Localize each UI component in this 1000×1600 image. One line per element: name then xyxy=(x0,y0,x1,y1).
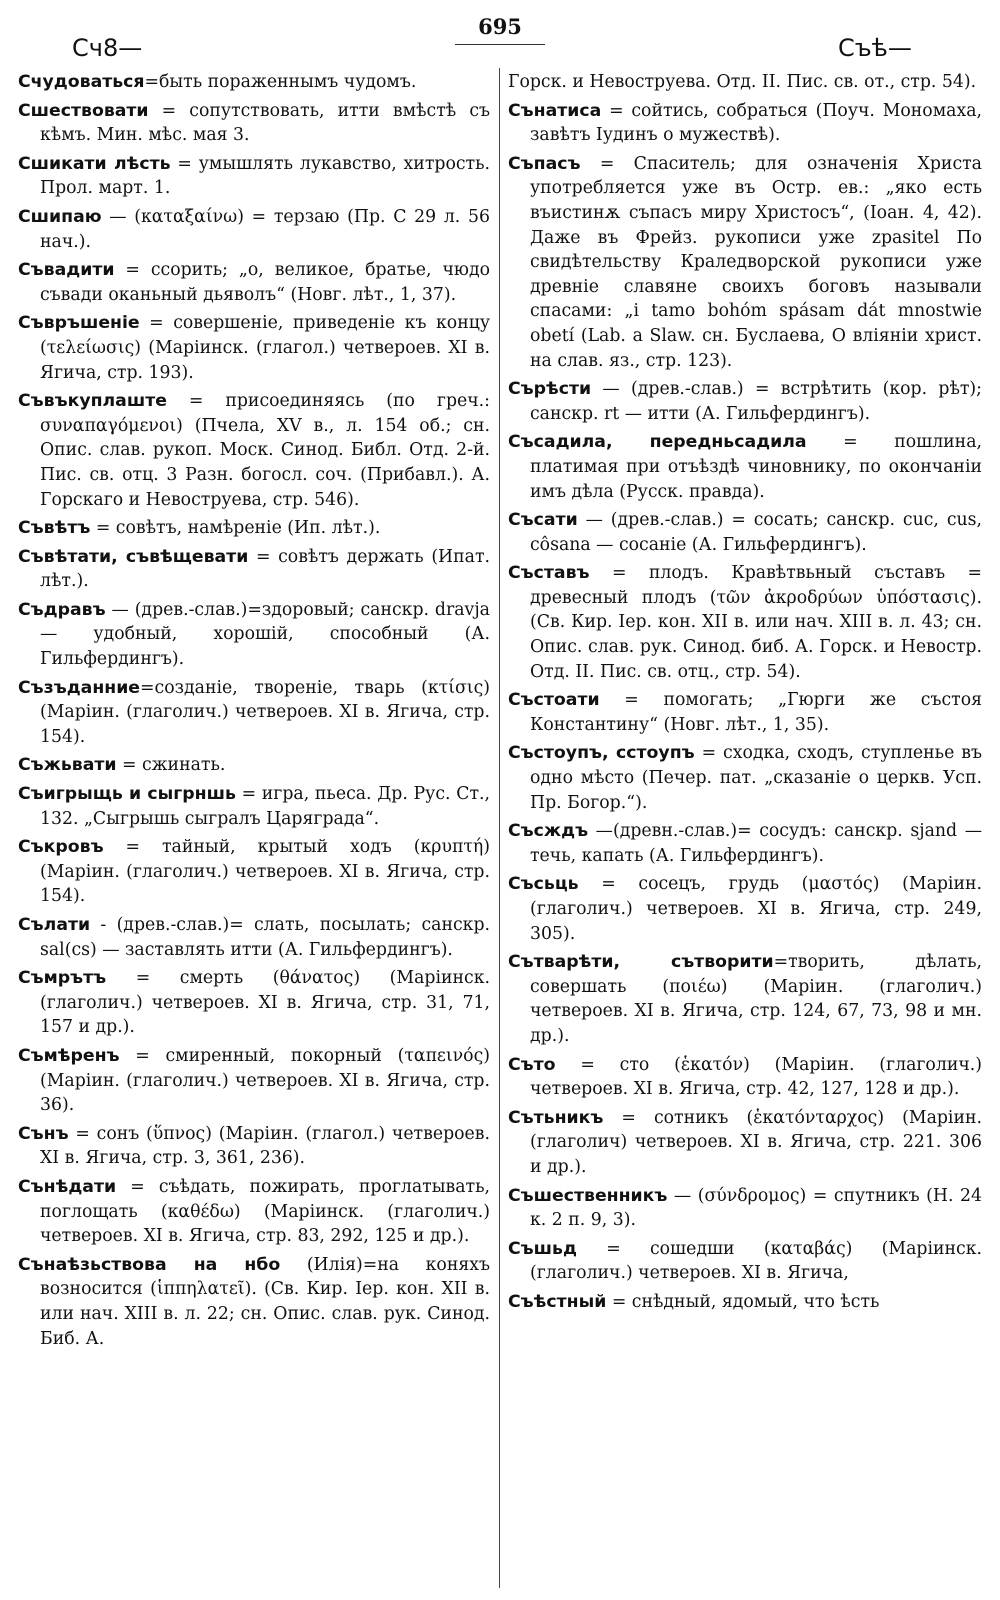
dictionary-entry xyxy=(508,688,982,737)
dictionary-entry xyxy=(508,872,982,946)
dictionary-entry xyxy=(18,598,490,672)
dictionary-entry xyxy=(508,99,982,148)
entry-definition: — (καταξαίνω) = терзаю (Пр. С 29 л. 56 нач.). xyxy=(40,206,490,252)
entry-headword: Съѣстный xyxy=(508,1291,607,1312)
dictionary-entry xyxy=(18,966,490,1040)
dictionary-entry xyxy=(18,516,490,541)
running-head-left: Сч8— xyxy=(72,34,143,62)
entry-headword: Счудоваться xyxy=(18,72,145,92)
entry-headword: Сътьникъ xyxy=(508,1107,604,1128)
entry-definition: = совѣтъ, намѣреніе (Ип. лѣт.). xyxy=(90,518,381,539)
dictionary-entry xyxy=(18,835,490,909)
entry-headword: Съмѣренъ xyxy=(18,1045,120,1066)
entry-headword: Съсадила, передньсадила xyxy=(508,432,807,453)
entry-definition: - (древ.-слав.)= слать, посылать; санскр. sal(cs) — заставлять итти (А. Гильфердингъ). xyxy=(40,915,490,960)
entry-definition: — (σύνδρομος) = спутникъ (Н. 24 к. 2 п. 9, 3). xyxy=(530,1185,982,1231)
entry-definition: = Спаситель; для означенія Христа употребляется уже въ Остр. ев.: „яко есть въистинѫ съпасъ миру Христосъ“, (Іоан. 4, 42). Даже въ Фрейз. рукописи уже zpasitel По свидѣтельству Краледворской рукописи уже древніе славяне своихъ боговъ называли спасами: „i tamo bohóm spásam dát mnostwie obetí (Lab. a Slaw. сн. Буслаева, О вліяніи христ. на слав. яз., стр. 123). xyxy=(530,153,982,371)
page-number-rule xyxy=(455,44,545,45)
dictionary-entry xyxy=(18,99,490,148)
entry-headword: Съпасъ xyxy=(508,153,581,174)
entry-headword: Съшественникъ xyxy=(508,1185,668,1206)
entry-definition: = присоединяясь (по греч.: συναπαγόμενοι) (Пчела, XV в., л. 154 об.; сн. Опис. слав. рукоп. Моск. Синод. Библ. Отд. 2-й. Пис. св. отц. 3 Разн. богосл. соч. (Прибавл.). А. Горскаго и Невоструева, стр. 546). xyxy=(40,391,490,510)
entry-definition: = сжинать. xyxy=(116,755,226,776)
entry-headword: Съсьць xyxy=(508,874,579,895)
entry-definition: (Илія)=на коняхъ возносится (ἱππηλατεῖ). (Св. Кир. Іер. кон. XII в. или нач. XIII в. л. 22; сн. Опис. слав. рук. Синод. Биб. А. xyxy=(40,1254,490,1349)
entry-headword: Съсждъ xyxy=(508,821,589,842)
entry-definition: —(древн.-слав.)= сосудъ: санскр. sjand — течь, капать (А. Гильфердингъ). xyxy=(530,821,982,866)
entry-definition: = сосецъ, грудь (μαστός) (Маріин. (глаголич.) четвероев. XI в. Ягича, стр. 249, 305). xyxy=(530,874,982,944)
entry-definition: = совѣтъ держать (Ипат. лѣт.). xyxy=(40,546,491,592)
entry-definition: = пошлина, платимая при отъѣздѣ чиновнику, по окончаніи имъ дѣла (Русск. правда). xyxy=(530,432,982,502)
entry-headword: Състоати xyxy=(508,690,600,711)
entry-definition: = совершеніе, приведеніе къ концу (τελείωσις) (Маріинск. (глагол.) четвероев. XI в. Ягича, стр. 193). xyxy=(40,313,490,383)
dictionary-entry xyxy=(18,1175,490,1249)
entry-headword: Съшьд xyxy=(508,1238,577,1259)
entry-headword: Съто xyxy=(508,1054,556,1075)
entry-definition: = умышлять лукавство, хитрость. Прол. март. 1. xyxy=(40,153,490,199)
entry-headword: Съставъ xyxy=(508,563,590,584)
dictionary-entry xyxy=(18,545,490,594)
dictionary-entry xyxy=(508,819,982,868)
dictionary-entry xyxy=(18,753,490,778)
entry-definition: =созданіе, твореніе, тварь (κτίσις) (Маріин. (глаголич.) четвероев. XI в. Ягича, стр. 154). xyxy=(40,677,490,747)
dictionary-entry xyxy=(18,782,490,831)
dictionary-entry xyxy=(508,70,982,95)
entry-definition: = смерть (θάνατος) (Маріинск. (глаголич.) четвероев. XI в. Ягича, стр. 31, 71, 157 и др.). xyxy=(40,968,490,1038)
entry-definition: = сопутствовать, итти вмѣстѣ съ кѣмъ. Мин. мѣс. мая 3. xyxy=(40,100,490,146)
dictionary-entry xyxy=(18,1044,490,1118)
entry-definition: Горск. и Невоструева. Отд. II. Пис. св. от., стр. 54). xyxy=(508,72,977,92)
entry-definition: =творить, дѣлать, совершать (ποιέω) (Маріин. (глаголич.) четвероев. XI в. Ягича, стр. 124, 67, 73, 98 и мн. др.). xyxy=(530,952,982,1046)
entry-headword: Съвъкуплаште xyxy=(18,391,167,412)
entry-definition: = игра, пьеса. Др. Рус. Ст., 132. „Сыгрышь сыгралъ Цаpяграда“. xyxy=(40,784,490,829)
entry-headword: Сътварѣти, сътворити xyxy=(508,952,774,973)
entry-definition: — (древ.-слав.) = сосать; санскр. cuc, cus, côsana — сосаніе (А. Гильфердингъ). xyxy=(530,510,982,555)
entry-definition: = сошедши (καταβάς) (Маріинск. (глаголич.) четвероев. XI в. Ягича, xyxy=(530,1238,982,1284)
dictionary-entry xyxy=(18,676,490,750)
entry-definition: = сонъ (ὕπνος) (Маріин. (глагол.) четвероев. XI в. Ягича, стр. 3, 361, 236). xyxy=(40,1123,490,1169)
dictionary-entry xyxy=(18,311,490,385)
entry-definition: = съѣдать, пожирать, проглатывать, поглощать (καθέδω) (Маріинск. (глаголич.) четвероев. XI в. Ягича, стр. 83, 292, 125 и др.). xyxy=(40,1176,490,1247)
dictionary-entry xyxy=(18,152,490,201)
dictionary-entry xyxy=(508,1184,982,1233)
entry-definition: — (древ.-слав.) = встрѣтить (кор. рѣт); санскр. rt — итти (А. Гильфердингъ). xyxy=(530,379,982,424)
entry-definition: =быть пораженнымъ чудомъ. xyxy=(144,72,417,92)
entry-headword: Сшикати лѣсть xyxy=(18,153,171,174)
entry-headword: Съвѣтъ xyxy=(18,518,91,539)
entry-headword: Сълати xyxy=(18,915,91,935)
entry-headword: Съвадити xyxy=(18,260,115,281)
dictionary-entry xyxy=(18,258,490,307)
dictionary-entry xyxy=(508,1053,982,1102)
entry-headword: Сърѣсти xyxy=(508,379,592,400)
entry-headword: Сънатиса xyxy=(508,100,602,121)
entry-headword: Сънѣдати xyxy=(18,1176,117,1197)
right-column xyxy=(508,70,982,1319)
dictionary-entry xyxy=(508,1290,982,1315)
left-column xyxy=(18,70,490,1355)
entry-headword: Състоупъ, сстоупъ xyxy=(508,743,695,764)
entry-definition: = плодъ. Кравѣтвьный съставъ = древесный плодъ (τῶν ἀκροδρύων ὑπόστασις). (Св. Кир. Іер. кон. XII в. или нач. XIII в. л. 43; сн. Опис. слав. рук. Синод. биб. А. Горск. и Невостр. Отд. II. Пис. св. отц., стр. 54). xyxy=(530,563,982,682)
entry-definition: = помогать; „Гюрги же състоя Константину“ (Новг. лѣт., 1, 35). xyxy=(530,690,982,735)
dictionary-entry xyxy=(18,1253,490,1351)
entry-headword: Сшествовати xyxy=(18,100,149,121)
entry-headword: Съдравъ xyxy=(18,599,106,620)
entry-definition: = ссорить; „о, великое, братье, чюдо съвади оканьный дьяволъ“ (Новг. лѣт., 1, 37). xyxy=(40,260,490,305)
entry-headword: Съсати xyxy=(508,510,578,531)
dictionary-entry xyxy=(508,1237,982,1286)
dictionary-entry xyxy=(18,913,490,962)
dictionary-entry xyxy=(508,1106,982,1180)
entry-headword: Съкровъ xyxy=(18,837,104,858)
dictionary-entry xyxy=(508,377,982,426)
dictionary-entry xyxy=(18,1122,490,1171)
entry-headword: Съмрътъ xyxy=(18,968,107,989)
entry-headword: Сънъ xyxy=(18,1123,69,1144)
entry-definition: = сто (ἑκατόν) (Маріин. (глаголич.) четвероев. XI в. Ягича, стр. 42, 127, 128 и др.). xyxy=(530,1054,982,1100)
running-head-right: Съѣ— xyxy=(838,34,912,62)
entry-definition: = снѣдный, ядомый, что ѣсть xyxy=(606,1291,880,1312)
dictionary-entry xyxy=(508,561,982,684)
entry-headword: Съзъданние xyxy=(18,677,141,698)
entry-headword: Съигрыщь и сыгрншь xyxy=(18,784,236,805)
entry-definition: = сходка, сходъ, ступленье въ одно мѣсто (Печер. пат. „сказаніе о церкв. Усп. Пр. Богор.“). xyxy=(530,743,982,813)
entry-headword: Съвръшеніе xyxy=(18,313,140,334)
entry-definition: = сойтись, собраться (Поуч. Мономаха, завѣтъ Іудинъ о мужествѣ). xyxy=(530,100,982,146)
entry-definition: = сотникъ (ἑκατόνταρχος) (Маріин. (глаголич) четвероев. XI в. Ягича, стр. 221. 306 и др.). xyxy=(530,1107,982,1177)
dictionary-entry xyxy=(18,205,490,254)
entry-definition: — (древ.-слав.)=здоровый; санскр. dravja — удобный, хорошій, способный (А. Гильфердингъ). xyxy=(40,599,490,670)
dictionary-entry xyxy=(508,741,982,815)
entry-definition: = тайный, крытый ходъ (κρυπτή) (Маріин. (глаголич.) четвероев. XI в. Ягича, стр. 154). xyxy=(40,837,490,907)
entry-headword: Съвѣтати, съвѣщевати xyxy=(18,546,249,567)
dictionary-entry xyxy=(18,389,490,512)
entry-headword: Сшипаю xyxy=(18,206,102,227)
entry-definition: = смиренный, покорный (ταπεινός) (Маріин. (глаголич.) четвероев. XI в. Ягича, стр. 36). xyxy=(40,1045,490,1116)
dictionary-entry xyxy=(508,950,982,1048)
page-number: 695 xyxy=(478,14,522,39)
dictionary-entry xyxy=(508,152,982,373)
dictionary-entry xyxy=(508,508,982,557)
entry-headword: Съжьвати xyxy=(18,755,117,776)
dictionary-entry xyxy=(18,70,490,95)
dictionary-entry xyxy=(508,430,982,504)
column-divider xyxy=(499,68,500,1588)
entry-headword: Сънаѣзьствова на нбо xyxy=(18,1254,281,1275)
